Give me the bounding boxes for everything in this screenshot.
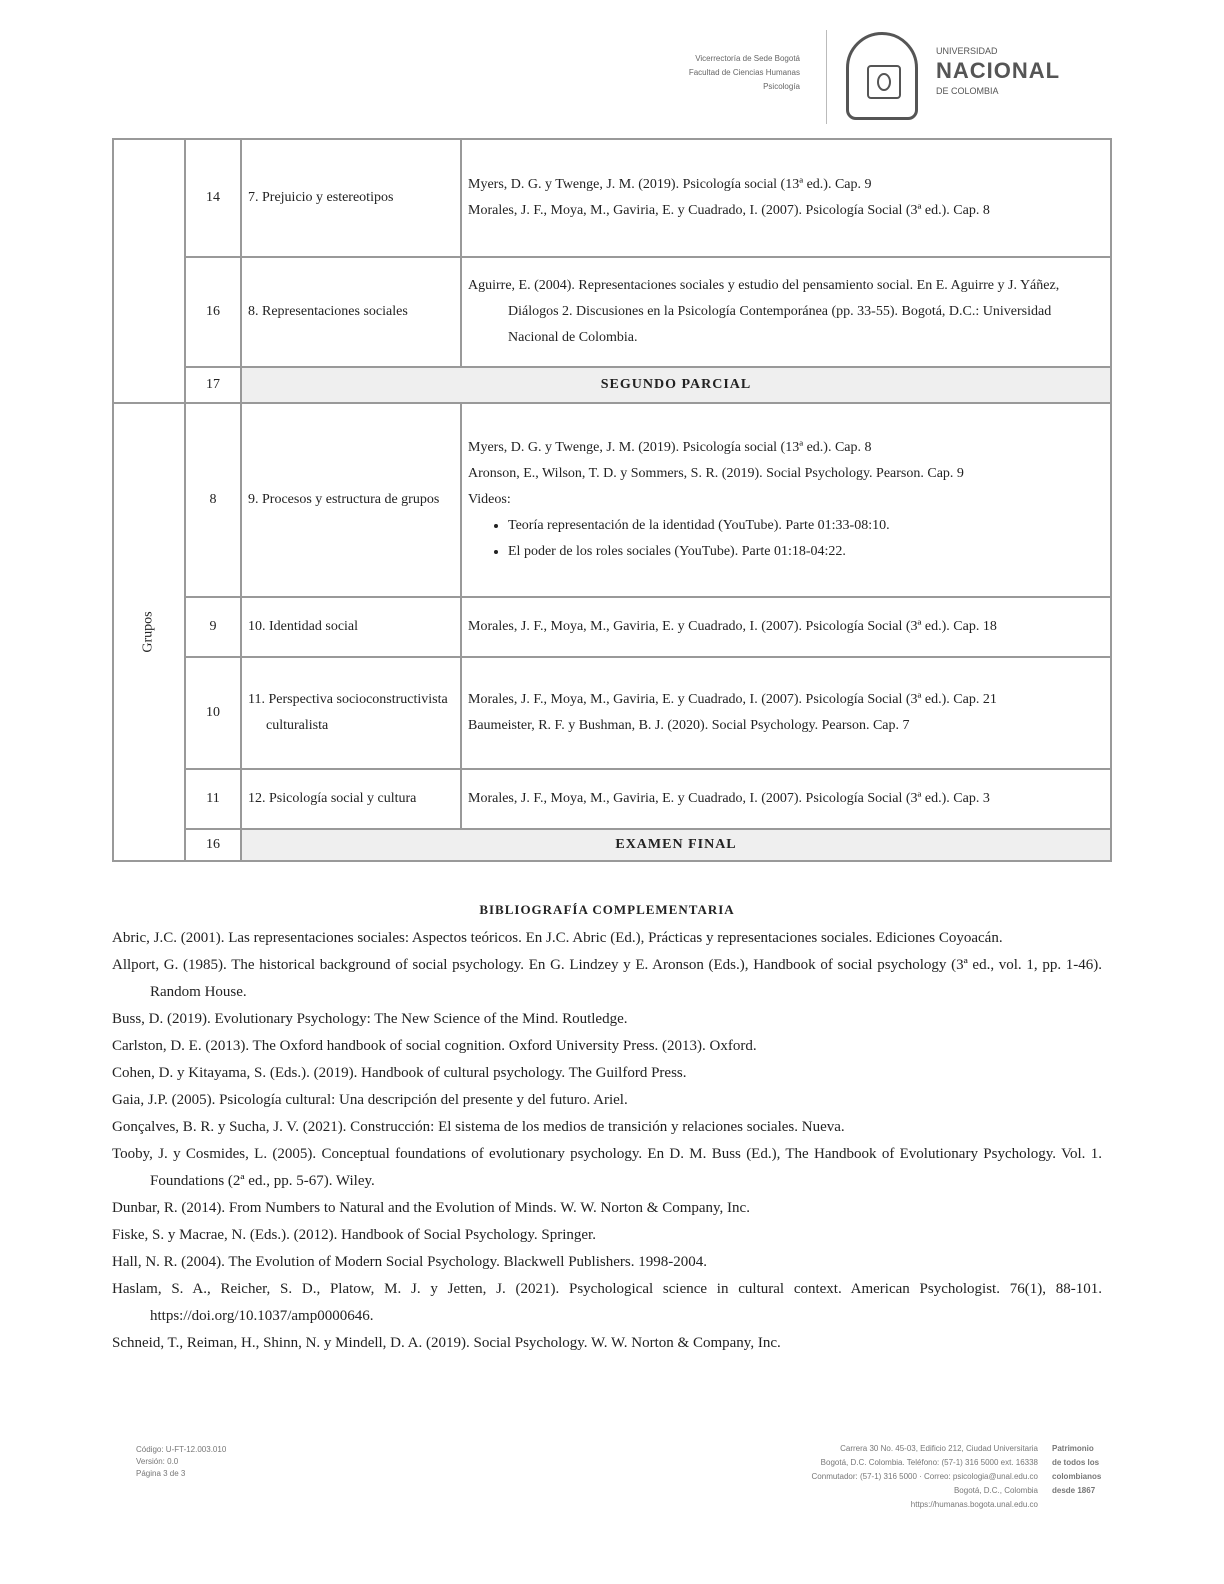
session-number: 16 (185, 829, 241, 861)
refs-cell (461, 657, 1111, 769)
banner-row (113, 367, 1111, 403)
table-row (113, 257, 1111, 367)
table-row (113, 139, 1111, 257)
topic-cell (241, 257, 461, 367)
faculty-line: Vicerrectoría de Sede Bogotá (695, 54, 800, 63)
topic-cell (241, 403, 461, 597)
refs-cell (461, 597, 1111, 657)
bibliography-entry: Haslam, S. A., Reicher, S. D., Platow, M. J. y Jetten, J. (2021). Psychological science in cultural context. American Psychologist. 76(1), 88-101. https://doi.org/10.1037/amp0000646. (112, 1281, 1102, 1324)
topic-label: 12. Psicología social y cultura (248, 791, 417, 806)
topic-label: 8. Representaciones sociales (248, 304, 408, 319)
table-row (113, 597, 1111, 657)
session-number: 9 (185, 597, 241, 657)
logo-line-top: UNIVERSIDAD (936, 46, 998, 56)
exam-banner: EXAMEN FINAL (241, 829, 1111, 861)
logo-line-bottom: DE COLOMBIA (936, 86, 999, 96)
bibliography-entry: Hall, N. R. (2004). The Evolution of Modern Social Psychology. Blackwell Publishers. 1998-2004. (112, 1254, 707, 1270)
footer-line: de todos los (1052, 1458, 1100, 1467)
page-header (600, 28, 1100, 128)
bibliography-entry: Gonçalves, B. R. y Sucha, J. V. (2021). Construcción: El sistema de los medios de transición y relaciones sociales. Nueva. (112, 1119, 845, 1135)
reference: Aguirre, E. (2004). Representaciones sociales y estudio del pensamiento social. En E. Aguirre y J. Yáñez, Diálogos 2. Discusiones en la Psicología Contemporánea (pp. 33-55). Bogotá, D.C.: Universidad Nacional de Colombia. (468, 278, 1060, 345)
video-item: • El poder de los roles sociales (YouTube). Parte 01:18-04:22. (508, 539, 1104, 565)
topic-cell (241, 769, 461, 829)
reference: Myers, D. G. y Twenge, J. M. (2019). Psicología social (13ª ed.). Cap. 8 (468, 440, 872, 455)
topic-cell (241, 657, 461, 769)
faculty-lines (570, 52, 800, 94)
footer-line: Patrimonio (1052, 1444, 1094, 1453)
topic-label: 10. Identidad social (248, 619, 359, 634)
reference: Myers, D. G. y Twenge, J. M. (2019). Psicología social (13ª ed.). Cap. 9 (468, 177, 872, 192)
unit-cell (113, 139, 185, 403)
session-number: 16 (185, 257, 241, 367)
session-number: 10 (185, 657, 241, 769)
university-seal-icon (846, 32, 918, 120)
bibliography-entry: Cohen, D. y Kitayama, S. (Eds.). (2019). Handbook of cultural psychology. The Guilford Press. (112, 1065, 687, 1081)
footer-document-code (136, 1444, 256, 1480)
session-number: 8 (185, 403, 241, 597)
reference: Morales, J. F., Moya, M., Gaviria, E. y Cuadrado, I. (2007). Psicología Social (3ª ed.). Cap. 21 (468, 692, 997, 707)
faculty-line: Psicología (763, 82, 800, 91)
bibliography-entry: Schneid, T., Reiman, H., Shinn, N. y Mindell, D. A. (2019). Social Psychology. W. W. Norton & Company, Inc. (112, 1335, 781, 1351)
reference: Baumeister, R. F. y Bushman, B. J. (2020). Social Psychology. Pearson. Cap. 7 (468, 718, 910, 733)
exam-banner: SEGUNDO PARCIAL (241, 367, 1111, 403)
footer-line: Carrera 30 No. 45-03, Edificio 212, Ciudad Universitaria (840, 1444, 1038, 1453)
footer-line[interactable]: https://humanas.bogota.unal.edu.co (910, 1500, 1038, 1509)
bibliography-entry: Dunbar, R. (2014). From Numbers to Natural and the Evolution of Minds. W. W. Norton & Company, Inc. (112, 1200, 750, 1216)
refs-cell (461, 769, 1111, 829)
session-number: 14 (185, 139, 241, 257)
header-divider (826, 30, 827, 124)
table-row (113, 403, 1111, 597)
topic-label: 9. Procesos y estructura de grupos (248, 492, 440, 507)
bibliography-entry: Allport, G. (1985). The historical background of social psychology. En G. Lindzey y E. Aronson (Eds.), Handbook of social psychology (3ª ed., vol. 1, pp. 1-46). Random House. (112, 957, 1102, 1000)
videos-label: Videos: (468, 492, 511, 507)
complementary-bibliography (112, 896, 1102, 1357)
reference: Morales, J. F., Moya, M., Gaviria, E. y Cuadrado, I. (2007). Psicología Social (3ª ed.). Cap. 8 (468, 203, 990, 218)
unit-cell (113, 403, 185, 861)
unit-label: Grupos (140, 611, 156, 653)
logo-line-main: NACIONAL (936, 58, 1061, 83)
topic-cell (241, 597, 461, 657)
footer-line: Conmutador: (57-1) 316 5000 · Correo: psicologia@unal.edu.co (811, 1472, 1038, 1481)
reference: Aronson, E., Wilson, T. D. y Sommers, S. R. (2019). Social Psychology. Pearson. Cap. 9 (468, 466, 964, 481)
reference: Morales, J. F., Moya, M., Gaviria, E. y Cuadrado, I. (2007). Psicología Social (3ª ed.). Cap. 18 (468, 619, 997, 634)
bibliography-entry: Carlston, D. E. (2013). The Oxford handbook of social cognition. Oxford University Press. (2013). Oxford. (112, 1038, 757, 1054)
reference: Morales, J. F., Moya, M., Gaviria, E. y Cuadrado, I. (2007). Psicología Social (3ª ed.). Cap. 3 (468, 791, 990, 806)
session-number: 11 (185, 769, 241, 829)
refs-cell (461, 257, 1111, 367)
faculty-line: Facultad de Ciencias Humanas (688, 68, 800, 77)
table-row (113, 657, 1111, 769)
footer-motto (1052, 1442, 1142, 1498)
session-number: 17 (185, 367, 241, 403)
footer-line: Página 3 de 3 (136, 1469, 186, 1478)
university-logo-text (936, 44, 1096, 98)
footer-line: Bogotá, D.C., Colombia (953, 1486, 1038, 1495)
topic-label: 7. Prejuicio y estereotipos (248, 190, 394, 205)
footer-contact (600, 1442, 1038, 1512)
bibliography-entry: Buss, D. (2019). Evolutionary Psychology: The New Science of the Mind. Routledge. (112, 1011, 628, 1027)
footer-line: Versión: 0.0 (136, 1457, 179, 1466)
bibliography-title: BIBLIOGRAFÍA COMPLEMENTARIA (479, 902, 735, 917)
video-item: • Teoría representación de la identidad (YouTube). Parte 01:33-08:10. (508, 513, 1104, 539)
topic-label: 11. Perspectiva socioconstructivista culturalista (248, 692, 448, 733)
bibliography-entry: Abric, J.C. (2001). Las representaciones sociales: Aspectos teóricos. En J.C. Abric (Ed.), Prácticas y representaciones sociales. Ediciones Coyoacán. (112, 930, 1003, 946)
video-list (468, 513, 1104, 565)
refs-cell (461, 139, 1111, 257)
bibliography-entry: Tooby, J. y Cosmides, L. (2005). Conceptual foundations of evolutionary psychology. En D. M. Buss (Ed.), The Handbook of Evolutionary Psychology. Vol. 1. Foundations (2ª ed., pp. 5-67). Wiley. (112, 1146, 1102, 1189)
bibliography-entry: Fiske, S. y Macrae, N. (Eds.). (2012). Handbook of Social Psychology. Springer. (112, 1227, 596, 1243)
bibliography-entry: Gaia, J.P. (2005). Psicología cultural: Una descripción del presente y del futuro. Ariel. (112, 1092, 628, 1108)
footer-line: colombianos (1052, 1472, 1102, 1481)
banner-row (113, 829, 1111, 861)
refs-cell (461, 403, 1111, 597)
footer-line: desde 1867 (1052, 1486, 1096, 1495)
footer-line: Código: U-FT-12.003.010 (136, 1445, 227, 1454)
footer-line: Bogotá, D.C. Colombia. Teléfono: (57-1) 316 5000 ext. 16338 (820, 1458, 1038, 1467)
topic-cell (241, 139, 461, 257)
schedule-table (112, 138, 1112, 862)
table-row (113, 769, 1111, 829)
